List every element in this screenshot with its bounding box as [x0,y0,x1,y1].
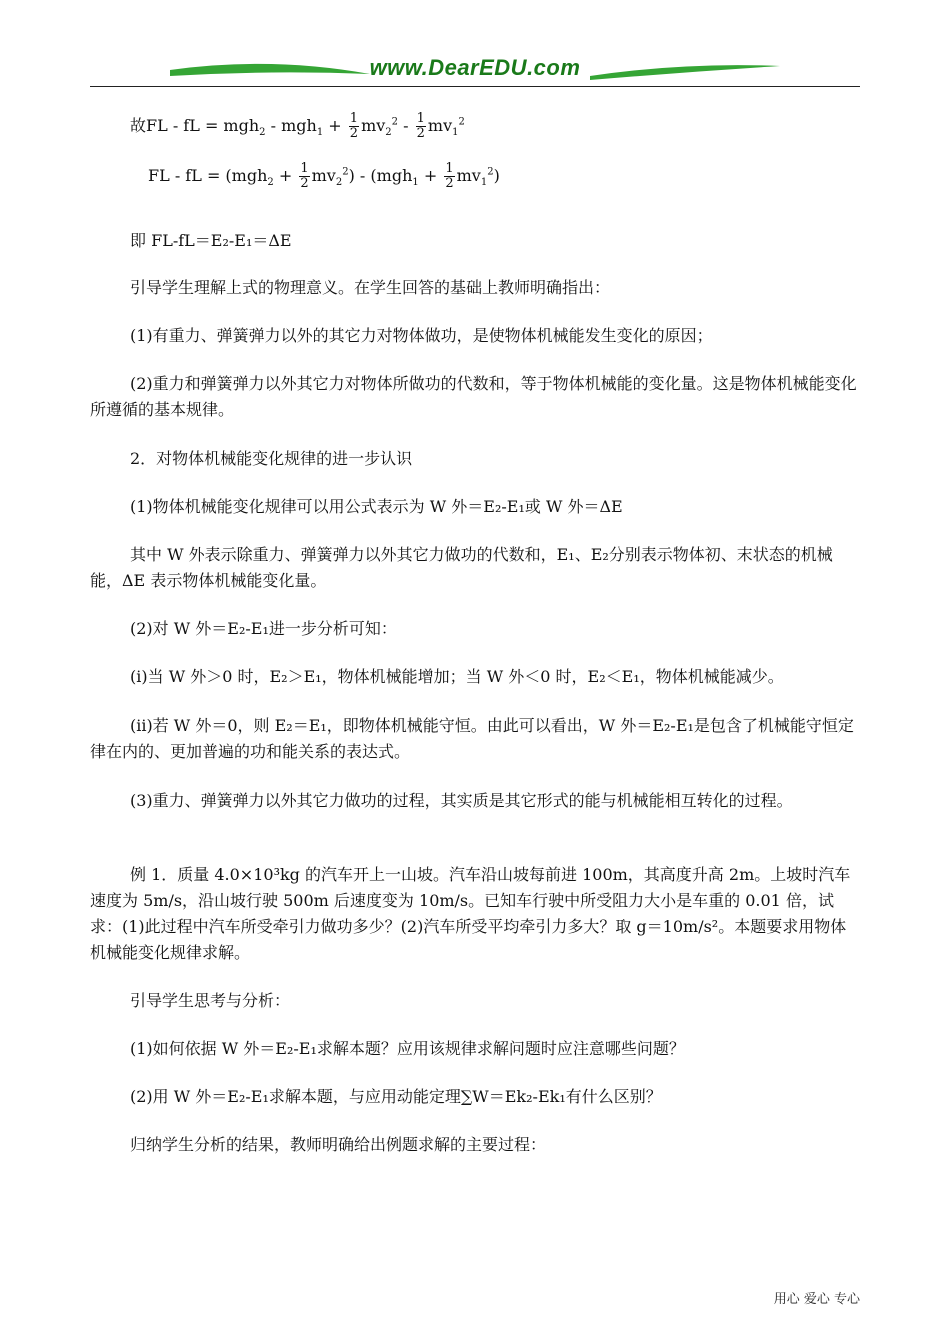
page-footer: 用心 爱心 专心 [773,1292,860,1307]
site-logo: www.DearEDU.com [369,55,581,80]
paragraph: (ii)若 W 外＝0，则 E₂＝E₁，即物体机械能守恒。由此可以看出，W 外＝E₂-E₁是包含了机械能守恒定律在内的、更加普遍的功和能关系的表达式。 [90,716,854,761]
paragraph: (2)重力和弹簧弹力以外其它力对物体所做功的代数和，等于物体机械能的变化量。这是物体机械能变化所遵循的基本规律。 [90,374,857,419]
equation-1: 故FL - fL = mgh$_2$ - mgh$_1$ + $\frac{1}{2}$ $mv_2^2$ - $\frac{1}{2}$ $mv_1^2$ [130,111,465,141]
paragraph: (2)用 W 外＝E₂-E₁求解本题，与应用动能定理∑W＝Ek₂-Ek₁有什么区别？ [130,1087,662,1106]
paragraph: (i)当 W 外＞0 时，E₂＞E₁，物体机械能增加；当 W 外＜0 时，E₂＜E₁，物体机械能减少。 [130,667,784,686]
page-header [0,0,950,100]
paragraph: (1)有重力、弹簧弹力以外的其它力对物体做功，是使物体机械能发生变化的原因； [130,326,713,345]
header-rule [90,86,860,87]
paragraph: 2．对物体机械能变化规律的进一步认识 [130,449,413,468]
paragraph: (1)如何依据 W 外＝E₂-E₁求解本题？应用该规律求解问题时应注意哪些问题？ [130,1039,685,1058]
paragraph: 即 FL-fL＝E₂-E₁＝ΔE [130,231,292,250]
right-swoosh-icon [590,60,780,84]
paragraph: 归纳学生分析的结果，教师明确给出例题求解的主要过程： [130,1135,547,1154]
paragraph: (1)物体机械能变化规律可以用公式表示为 W 外＝E₂-E₁或 W 外＝ΔE [130,497,623,516]
fraction-half: $\frac{1}{2}$ [445,161,454,191]
paragraph: 引导学生理解上式的物理意义。在学生回答的基础上教师明确指出： [130,278,611,297]
paragraph: 其中 W 外表示除重力、弹簧弹力以外其它力做功的代数和，E₁、E₂分别表示物体初、末状态的机械能，ΔE 表示物体机械能变化量。 [90,545,833,590]
paragraph: 例 1．质量 4.0×10³kg 的汽车开上一山坡。汽车沿山坡每前进 100m，其高度升高 2m。上坡时汽车速度为 5m/s，沿山坡行驶 500m 后速度变为 10m/s。已知车行驶中所受阻力大小是车重的 0.01 倍，试求：(1)此过程中汽车所受牵引力做功多少？(2)汽车所受平均牵引力多大？取 g＝10m/s²。本题要求用物体机械能变化规律求解。 [90,865,851,962]
equation-2: FL - fL = (mgh$_2$ + $\frac{1}{2}$ $mv_2^2) - (mgh_1$ + $\frac{1}{2}$ $mv_1^2$) [148,161,500,191]
paragraph: 引导学生思考与分析： [130,991,291,1010]
fraction-half: $\frac{1}{2}$ [416,111,425,141]
paragraph: (3)重力、弹簧弹力以外其它力做功的过程，其实质是其它形式的能与机械能相互转化的过程。 [130,791,793,810]
fraction-half: $\frac{1}{2}$ [300,161,309,191]
fraction-half: $\frac{1}{2}$ [349,111,359,141]
paragraph: (2)对 W 外＝E₂-E₁进一步分析可知： [130,619,397,638]
